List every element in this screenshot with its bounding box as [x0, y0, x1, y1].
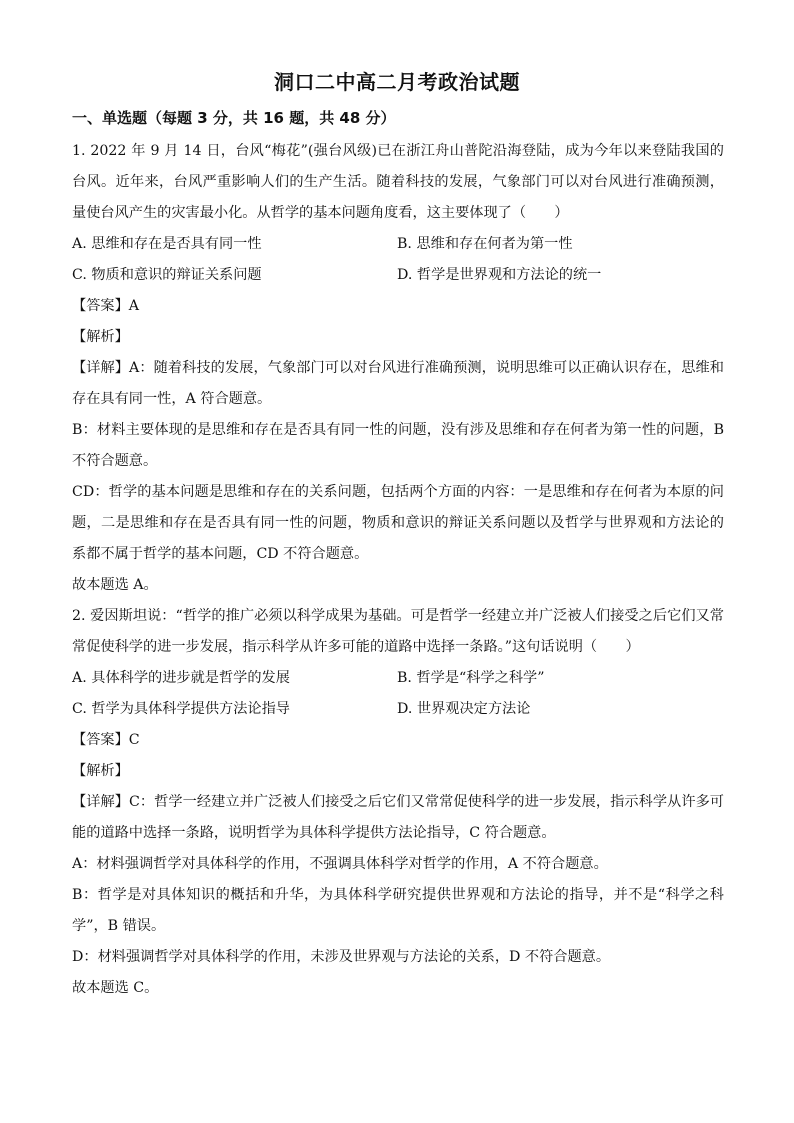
detail-line: D：材料强调哲学对具体科学的作用，未涉及世界观与方法论的关系，D 不符合题意。	[72, 949, 611, 965]
question-1	[72, 136, 724, 601]
option-row	[72, 229, 724, 260]
option-a: A. 思维和存在是否具有同一性	[72, 236, 262, 252]
detail-line: CD：哲学的基本问题是思维和存在的关系问题，包括两个方面的内容：一是思维和存在何者为本原的问	[72, 484, 724, 500]
conclusion-line: 故本题选 A。	[72, 577, 158, 593]
question-stem-line: 1. 2022 年 9 月 14 日，台风“梅花”(强台风级)已在浙江舟山普陀沿海登陆，成为今年以来登陆我国的	[72, 143, 724, 159]
detail-line: 能的道路中选择一条路，说明哲学为具体科学提供方法论指导，C 符合题意。	[72, 825, 556, 841]
detail-line: 【详解】A：随着科技的发展，气象部门可以对台风进行准确预测，说明思维可以正确认识存在，思维和	[72, 360, 724, 376]
option-c: C. 哲学为具体科学提供方法论指导	[72, 701, 290, 717]
question-2	[72, 601, 724, 1004]
option-d: D. 哲学是世界观和方法论的统一	[397, 267, 602, 283]
analysis-label: 【解析】	[72, 763, 129, 779]
option-b: B. 哲学是“科学之科学”	[397, 670, 545, 686]
section-heading: 一、单选题（每题 3 分，共 16 题，共 48 分）	[72, 109, 396, 127]
analysis-label: 【解析】	[72, 329, 129, 345]
answer-label: 【答案】A	[72, 298, 139, 314]
question-stem-line: 常促使科学的进一步发展，指示科学从许多可能的道路中选择一条路。”这句话说明（ ）	[72, 639, 640, 655]
detail-line: B：材料主要体现的是思维和存在是否具有同一性的问题，没有涉及思维和存在何者为第一性的问题，B	[72, 422, 724, 438]
option-row	[72, 694, 724, 725]
detail-line: 系都不属于哲学的基本问题，CD 不符合题意。	[72, 546, 369, 562]
option-c: C. 物质和意识的辩证关系问题	[72, 267, 262, 283]
conclusion-line: 故本题选 C。	[72, 980, 159, 996]
answer-label: 【答案】C	[72, 732, 140, 748]
question-stem-line: 2. 爱因斯坦说：“哲学的推广必须以科学成果为基础。可是哲学一经建立并广泛被人们接受之后它们又常	[72, 608, 724, 624]
question-stem-line: 台风。近年来，台风严重影响人们的生产生活。随着科技的发展，气象部门可以对台风进行准确预测，	[72, 174, 724, 190]
option-b: B. 思维和存在何者为第一性	[397, 236, 573, 252]
option-a: A. 具体科学的进步就是哲学的发展	[72, 670, 290, 686]
option-row	[72, 260, 724, 291]
page-title: 洞口二中高二月考政治试题	[274, 70, 520, 94]
detail-line: 题，二是思维和存在是否具有同一性的问题，物质和意识的辩证关系问题以及哲学与世界观和方法论的	[72, 515, 724, 531]
option-d: D. 世界观决定方法论	[397, 701, 531, 717]
detail-line: 【详解】C：哲学一经建立并广泛被人们接受之后它们又常常促使科学的进一步发展，指示科学从许多可	[72, 794, 724, 810]
detail-line: 不符合题意。	[72, 453, 158, 469]
detail-line: A：材料强调哲学对具体科学的作用，不强调具体科学对哲学的作用，A 不符合题意。	[72, 856, 608, 872]
detail-line: B：哲学是对具体知识的概括和升华，为具体科学研究提供世界观和方法论的指导，并不是“科学之科	[72, 887, 724, 903]
option-row	[72, 663, 724, 694]
detail-line: 存在具有同一性，A 符合题意。	[72, 391, 272, 407]
detail-line: 学”，B 错误。	[72, 918, 166, 934]
question-stem-line: 量使台风产生的灾害最小化。从哲学的基本问题角度看，这主要体现了（ ）	[72, 205, 569, 221]
